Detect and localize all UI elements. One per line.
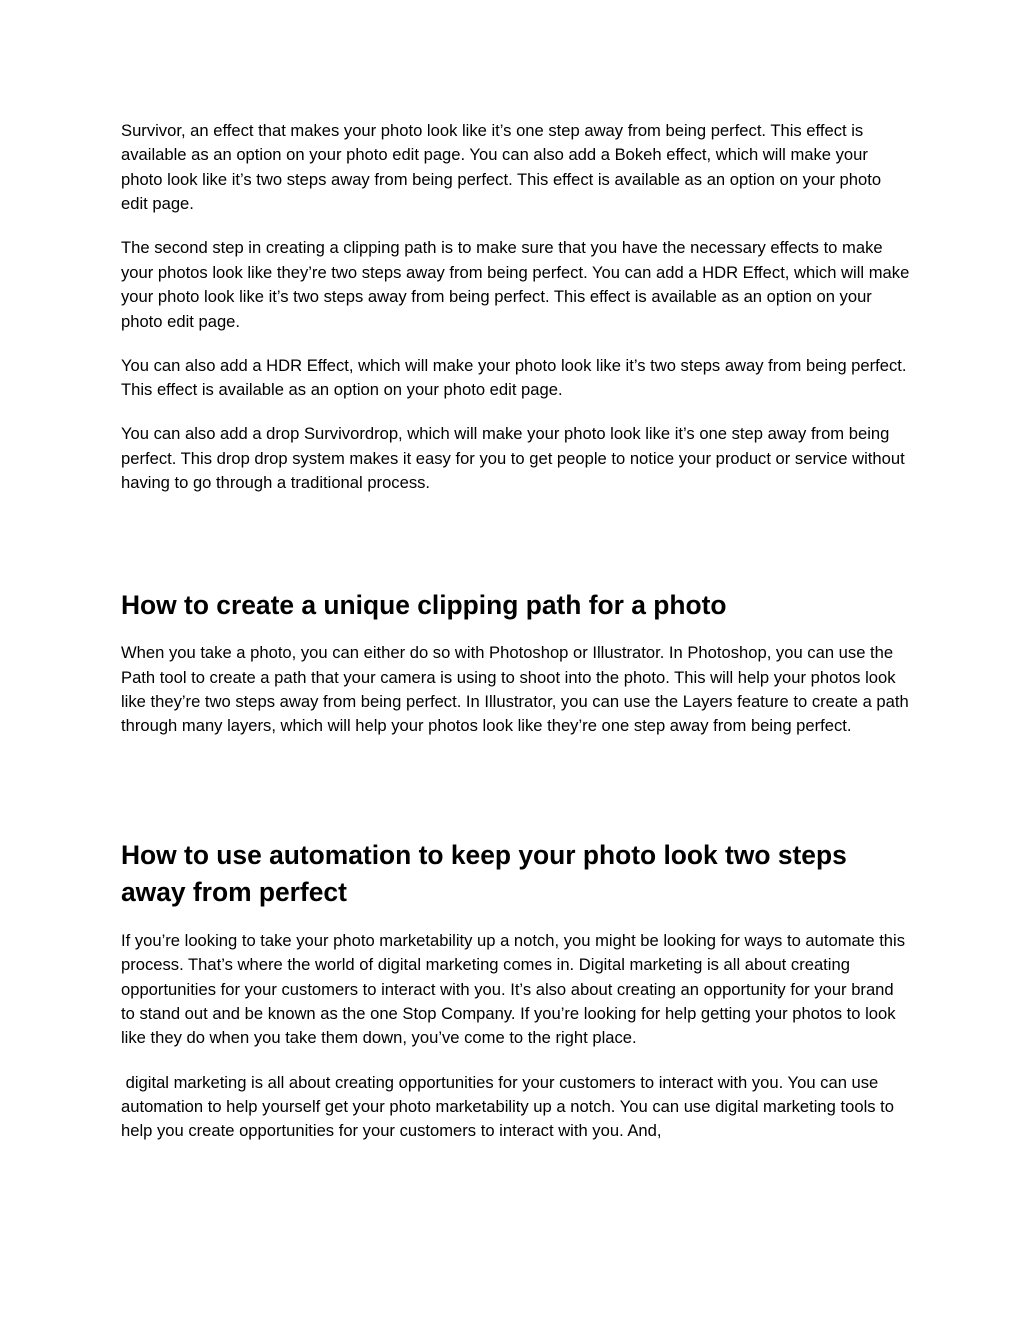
paragraph: If you’re looking to take your photo marketability up a notch, you might be looking for ways to automate this process. That’s where the world of digital marketing comes in. Digital marketing is all about creating opportunities for your customers to interact with you. It’s also about creating an opportunity for your brand to stand out and be known as the one Stop Company. If you’re looking for help getting your photos to look like they do when you take them down, you’ve come to the right place. [121, 930, 906, 1048]
paragraph: You can also add a drop Survivordrop, which will make your photo look like it’s one step away from being perfect. This drop drop system makes it easy for you to get people to notice your product or service without having to go through a traditional process. [121, 424, 905, 493]
paragraph: The second step in creating a clipping path is to make sure that you have the necessary effects to make your photos look like they’re two steps away from being perfect. You can add a HDR Effect, which will make your photo look like it’s two steps away from being perfect. This effect is available as an option on your photo edit page. [121, 238, 910, 331]
paragraph: digital marketing is all about creating opportunities for your customers to interact with you. You can use automation to help yourself get your photo marketability up a notch. You can use digital marketing tools to help you create opportunities for your customers to interact with you. And, [121, 1072, 899, 1141]
section-heading-clipping-path: How to create a unique clipping path for a photo [121, 589, 727, 620]
section-heading-automation: How to use automation to keep your photo look two steps away from perfect [121, 839, 847, 908]
paragraph: When you take a photo, you can either do so with Photoshop or Illustrator. In Photoshop, you can use the Path tool to create a path that your camera is using to shoot into the photo. This will help your photos look like they’re two steps away from being perfect. In Illustrator, you can use the Layers feature to create a path through many layers, which will help your photos look like they’re one step away from being perfect. [121, 643, 909, 736]
paragraph: You can also add a HDR Effect, which will make your photo look like it’s two steps away from being perfect. This effect is available as an option on your photo edit page. [121, 355, 907, 400]
document-page [121, 119, 911, 1144]
paragraph: Survivor, an effect that makes your photo look like it’s one step away from being perfect. This effect is available as an option on your photo edit page. You can also add a Bokeh effect, which will make your photo look like it’s two steps away from being perfect. This effect is available as an option on your photo edit page. [121, 121, 882, 214]
